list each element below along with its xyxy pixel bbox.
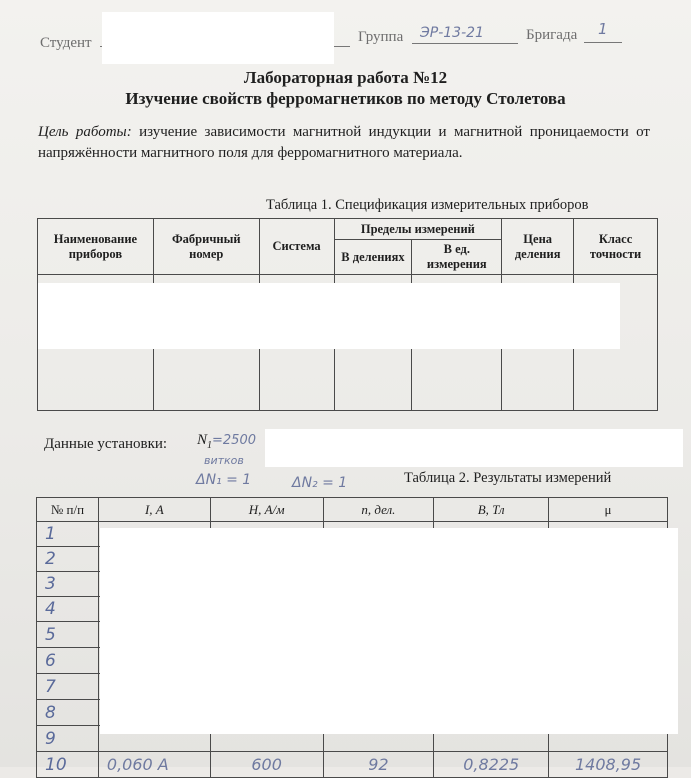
row-number: 1	[37, 522, 99, 547]
table2-caption: Таблица 2. Результаты измерений	[404, 470, 612, 486]
col-system: Система	[259, 219, 334, 275]
redacted-setup-data	[265, 429, 683, 467]
table1-caption: Таблица 1. Спецификация измерительных приборов	[266, 197, 589, 213]
student-label: Студент	[40, 35, 92, 51]
goal-text: изучение зависимости магнитной индукции и магнитной проницаемости от напряжённости магнитного поля для ферромагнитного материала.	[38, 124, 650, 161]
group-label: Группа	[358, 29, 404, 45]
row-number: 9	[37, 726, 99, 752]
row-number: 3	[37, 572, 99, 597]
col-current: I, А	[98, 498, 210, 522]
lab-title: Лабораторная работа №12	[243, 68, 448, 87]
group-value: ЭР-13-21	[420, 25, 484, 41]
last-row-field: 600	[210, 752, 323, 778]
setup-label: Данные установки:	[44, 436, 168, 452]
group-underline	[412, 43, 518, 44]
last-row-permeability: 1408,95	[549, 752, 668, 778]
redacted-student-name	[102, 12, 334, 64]
setup-dn2: ΔN₂ = 1	[292, 475, 348, 491]
row-number: 4	[37, 597, 99, 622]
col-permeability: μ	[549, 498, 668, 522]
redacted-instrument-data	[38, 283, 620, 349]
brigade-value: 1	[598, 20, 608, 38]
col-divisions: n, дел.	[323, 498, 434, 522]
lab-subtitle: Изучение свойств ферромагнетиков по методу Столетова	[125, 89, 566, 108]
col-serial-number: Фабричный номер	[153, 219, 259, 275]
setup-dn1: ΔN₁ = 1	[196, 472, 252, 488]
brigade-underline	[584, 42, 622, 43]
row-number: 2	[37, 547, 99, 572]
brigade-label: Бригада	[526, 27, 578, 43]
col-index: № п/п	[37, 498, 99, 522]
row-number: 7	[37, 674, 99, 700]
setup-n1-value: =2500	[212, 433, 256, 448]
col-division-price: Цена деления	[502, 219, 574, 275]
col-accuracy-class: Класс точности	[574, 219, 658, 275]
last-row-divisions: 92	[323, 752, 434, 778]
col-instrument-name: Наименование приборов	[38, 219, 154, 275]
last-row-current: 0,060 А	[98, 752, 210, 778]
setup-turns-note: витков	[204, 454, 244, 467]
goal-label: Цель работы:	[38, 124, 132, 140]
col-field-strength: H, А/м	[210, 498, 323, 522]
col-limits-units: В ед. измерения	[412, 240, 502, 275]
row-number: 5	[37, 622, 99, 648]
setup-n1-symbol: N	[197, 432, 208, 448]
setup-n1-subscript: 1	[207, 440, 213, 451]
redacted-results-data	[100, 528, 678, 734]
row-number: 10	[37, 752, 99, 778]
row-number: 8	[37, 700, 99, 726]
goal-paragraph	[38, 122, 650, 164]
row-number: 6	[37, 648, 99, 674]
col-induction: B, Тл	[434, 498, 549, 522]
setup-n1	[197, 432, 256, 451]
col-measurement-limits: Пределы измерений	[334, 219, 502, 240]
col-limits-divisions: В делениях	[334, 240, 412, 275]
last-row-induction: 0,8225	[434, 752, 549, 778]
